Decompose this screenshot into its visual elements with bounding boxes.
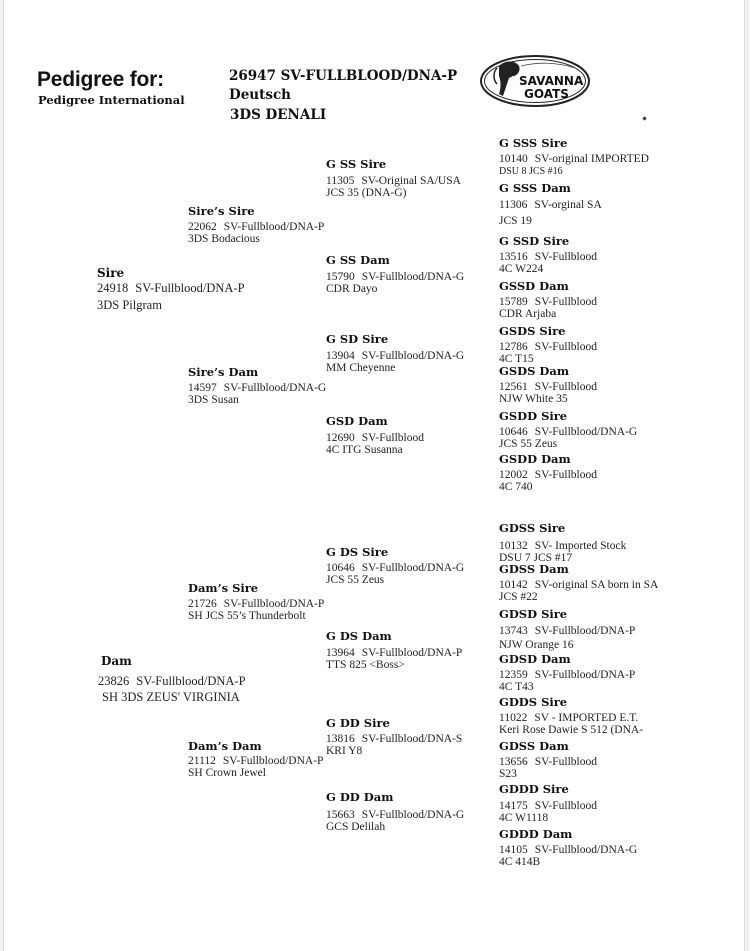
ancestor-label: GDSD Dam xyxy=(499,652,571,666)
ancestor-number: 14175 xyxy=(499,800,528,812)
ancestor-label: GDSD Sire xyxy=(499,607,568,621)
ancestor-number: 22062 xyxy=(188,221,217,233)
ancestor-breed: SV-Fullblood xyxy=(534,341,597,353)
ancestor-name: 4C ITG Susanna xyxy=(326,443,403,456)
ancestor-label: GDSS Sire xyxy=(499,521,566,535)
gen4-entry xyxy=(499,324,597,365)
dam-breed: SV-Fullblood/DNA-P xyxy=(136,674,246,688)
ancestor-name: 3DS Bodacious xyxy=(188,232,260,245)
gen2-entry xyxy=(188,581,324,622)
ancestor-label: G SSS Dam xyxy=(499,181,571,195)
ancestor-breed: SV-Fullblood/DNA-G xyxy=(361,350,465,362)
pointer-cursor xyxy=(642,116,646,120)
gen4-entry xyxy=(499,607,635,651)
ancestor-number: 11305 xyxy=(326,175,355,187)
ancestor-breed: SV - IMPORTED E.T. xyxy=(534,712,639,724)
ancestor-breed: SV-Fullblood/DNA-P xyxy=(361,647,463,659)
ancestor-label: GDSS Dam xyxy=(499,562,569,576)
ancestor-number: 12561 xyxy=(499,381,528,393)
gen4-entry xyxy=(499,562,658,603)
ancestor-label: G SSD Sire xyxy=(499,234,570,248)
ancestor-breed: SV-Fullblood/DNA-G xyxy=(534,844,638,856)
gen4-entry xyxy=(499,782,597,824)
ancestor-label: G DD Dam xyxy=(326,790,394,804)
page-title: Pedigree for: xyxy=(37,68,164,91)
ancestor-label: GDDS Sire xyxy=(499,695,568,709)
ancestor-name: JCS 55 Zeus xyxy=(499,437,558,450)
gen4-entry xyxy=(499,409,637,450)
ancestor-breed: SV-Fullblood xyxy=(534,381,597,393)
ancestor-number: 15790 xyxy=(326,271,355,283)
ancestor-name: JCS 19 xyxy=(499,214,532,227)
ancestor-name: 4C W1118 xyxy=(499,811,549,824)
ancestor-name: CDR Dayo xyxy=(326,282,378,295)
organization-name: Pedigree International xyxy=(38,93,185,107)
ancestor-label: GSDS Dam xyxy=(499,364,569,378)
goat-head-logo-icon xyxy=(479,54,591,108)
ancestor-label: GSDD Sire xyxy=(499,409,568,423)
ancestor-number: 12359 xyxy=(499,669,528,681)
ancestor-breed: SV-Fullblood/DNA-G xyxy=(534,426,638,438)
gen3-entry xyxy=(326,253,464,295)
ancestor-label: Sire’s Sire xyxy=(188,204,255,218)
gen3-entry xyxy=(326,414,424,456)
dam-entry xyxy=(101,654,132,668)
ancestor-name: DSU 7 JCS #17 xyxy=(499,551,573,564)
ancestor-label: G SSS Sire xyxy=(499,136,568,150)
ancestor-label: GSDD Dam xyxy=(499,452,571,466)
ancestor-label: GSDS Sire xyxy=(499,324,566,338)
ancestor-number: 12690 xyxy=(326,432,355,444)
ancestor-breed: SV-original SA born in SA xyxy=(534,579,659,591)
ancestor-name: 4C 414B xyxy=(499,855,541,868)
ancestor-breed: SV-Fullblood xyxy=(534,756,597,768)
ancestor-name: TTS 825 <Boss> xyxy=(326,658,405,671)
gen4-entry xyxy=(499,652,635,693)
gen4-entry xyxy=(499,279,597,320)
ancestor-breed: SV-Fullblood/DNA-G xyxy=(361,562,465,574)
ancestor-number: 12002 xyxy=(499,469,528,481)
ancestor-name: DSU 8 JCS #16 xyxy=(499,165,563,177)
gen2-entry xyxy=(188,204,324,245)
ancestor-name: 4C 740 xyxy=(499,480,533,493)
gen3-entry xyxy=(326,629,462,671)
sire-entry xyxy=(97,266,245,313)
ancestor-number: 15789 xyxy=(499,296,528,308)
ancestor-name: MM Cheyenne xyxy=(326,361,396,374)
ancestor-label: Dam’s Dam xyxy=(188,739,262,753)
gen4-entry xyxy=(499,521,626,564)
gen4-entry xyxy=(499,452,597,493)
ancestor-number: 13656 xyxy=(499,756,528,768)
ancestor-label: GDDD Dam xyxy=(499,827,573,841)
ancestor-label: G SD Sire xyxy=(326,332,389,346)
sire-breed: SV-Fullblood/DNA-P xyxy=(135,281,245,295)
ancestor-breed: SV-original IMPORTED xyxy=(534,153,649,165)
ancestor-name: SH JCS 55’s Thunderbolt xyxy=(188,609,306,622)
dam-number: 23826 xyxy=(98,674,130,688)
ancestor-breed: SV-Original SA/USA xyxy=(361,175,461,187)
ancestor-breed: SV-Fullblood/DNA-G xyxy=(361,809,465,821)
pedigree-page xyxy=(3,0,745,951)
ancestor-breed: SV-Fullblood xyxy=(534,251,597,263)
gen3-entry xyxy=(326,790,464,833)
ancestor-name: SH Crown Jewel xyxy=(188,766,266,779)
ancestor-label: GDSS Dam xyxy=(499,739,569,753)
ancestor-label: G DS Sire xyxy=(326,545,389,559)
ancestor-label: G SS Sire xyxy=(326,157,387,171)
ancestor-label: Sire’s Dam xyxy=(188,365,259,379)
ancestor-breed: SV-Fullblood/DNA-G xyxy=(361,271,465,283)
ancestor-name: 3DS Susan xyxy=(188,393,239,406)
ancestor-number: 13816 xyxy=(326,733,355,745)
ancestor-number: 13516 xyxy=(499,251,528,263)
gen4-entry xyxy=(499,695,643,736)
gen4-entry xyxy=(499,827,637,868)
ancestor-label: G DS Dam xyxy=(326,629,392,643)
gen2-entry xyxy=(188,365,326,406)
ancestor-name: KRI Y8 xyxy=(326,744,363,757)
ancestor-breed: SV-Fullblood/DNA-P xyxy=(534,669,636,681)
ancestor-name: NJW Orange 16 xyxy=(499,638,574,651)
ancestor-number: 13904 xyxy=(326,350,355,362)
ancestor-name: 4C T15 xyxy=(499,352,534,365)
ancestor-breed: SV-Fullblood/DNA-P xyxy=(223,221,325,233)
ancestor-number: 15663 xyxy=(326,809,355,821)
ancestor-number: 10646 xyxy=(499,426,528,438)
animal-name: 3DS DENALI xyxy=(230,107,327,123)
ancestor-number: 14105 xyxy=(499,844,528,856)
ancestor-name: Keri Rose Dawie S 512 (DNA- xyxy=(499,723,644,736)
ancestor-breed: SV- Imported Stock xyxy=(534,540,627,552)
animal-registration: 26947 SV-FULLBLOOD/DNA-P xyxy=(229,68,458,84)
ancestor-number: 11306 xyxy=(499,199,528,211)
ancestor-breed: SV-orginal SA xyxy=(534,199,602,211)
ancestor-breed: SV-Fullblood xyxy=(534,800,597,812)
svg-text:GOATS: GOATS xyxy=(524,87,569,101)
ancestor-name: 4C W224 xyxy=(499,262,544,275)
ancestor-number: 11022 xyxy=(499,712,528,724)
ancestor-breed: SV-Fullblood/DNA-G xyxy=(223,382,327,394)
gen4-entry xyxy=(499,739,597,780)
ancestor-label: GSD Dam xyxy=(326,414,388,428)
ancestor-number: 10142 xyxy=(499,579,528,591)
ancestor-name: JCS 35 (DNA-G) xyxy=(326,186,407,199)
ancestor-number: 21726 xyxy=(188,598,217,610)
ancestor-breed: SV-Fullblood xyxy=(534,296,597,308)
ancestor-name: NJW White 35 xyxy=(499,392,568,405)
ancestor-number: 14597 xyxy=(188,382,217,394)
gen3-entry xyxy=(326,157,461,199)
ancestor-breed: SV-Fullblood/DNA-P xyxy=(534,625,636,637)
savanna-goats-logo xyxy=(479,54,591,108)
ancestor-breed: SV-Fullblood xyxy=(361,432,424,444)
ancestor-number: 10646 xyxy=(326,562,355,574)
sire-number: 24918 xyxy=(97,281,129,295)
ancestor-breed: SV-Fullblood/DNA-P xyxy=(223,598,325,610)
ancestor-label: Dam’s Sire xyxy=(188,581,259,595)
ancestor-name: GCS Delilah xyxy=(326,820,386,833)
ancestor-number: 13743 xyxy=(499,625,528,637)
ancestor-breed: SV-Fullblood/DNA-P xyxy=(222,755,324,767)
sire-name: 3DS Pilgram xyxy=(97,298,162,312)
gen3-entry xyxy=(326,545,464,586)
ancestor-label: GSSD Dam xyxy=(499,279,569,293)
animal-breeder: Deutsch xyxy=(229,87,291,103)
ancestor-label: G DD Sire xyxy=(326,716,390,730)
dam-name: SH 3DS ZEUS' VIRGINIA xyxy=(102,690,240,704)
ancestor-label: G SS Dam xyxy=(326,253,390,267)
gen4-entry xyxy=(499,364,597,405)
ancestor-name: S23 xyxy=(499,767,517,780)
gen4-entry xyxy=(499,181,602,227)
ancestor-name: 4C T43 xyxy=(499,680,534,693)
gen2-entry xyxy=(188,739,323,779)
ancestor-name: CDR Arjaba xyxy=(499,307,557,320)
ancestor-number: 13964 xyxy=(326,647,355,659)
ancestor-name: JCS #22 xyxy=(499,590,538,603)
gen3-entry xyxy=(326,332,464,374)
sire-label: Sire xyxy=(97,266,125,280)
ancestor-number: 12786 xyxy=(499,341,528,353)
ancestor-name: JCS 55 Zeus xyxy=(326,573,385,586)
ancestor-label: GDDD Sire xyxy=(499,782,569,796)
ancestor-number: 21112 xyxy=(188,755,216,767)
ancestor-breed: SV-Fullblood/DNA-S xyxy=(361,733,463,745)
dam-label: Dam xyxy=(101,654,132,668)
gen4-entry xyxy=(499,136,649,177)
ancestor-number: 10140 xyxy=(499,153,528,165)
gen3-entry xyxy=(326,716,462,757)
ancestor-number: 10132 xyxy=(499,540,528,552)
gen4-entry xyxy=(499,234,597,275)
ancestor-breed: SV-Fullblood xyxy=(534,469,597,481)
svg-text:SAVANNA: SAVANNA xyxy=(519,74,584,88)
